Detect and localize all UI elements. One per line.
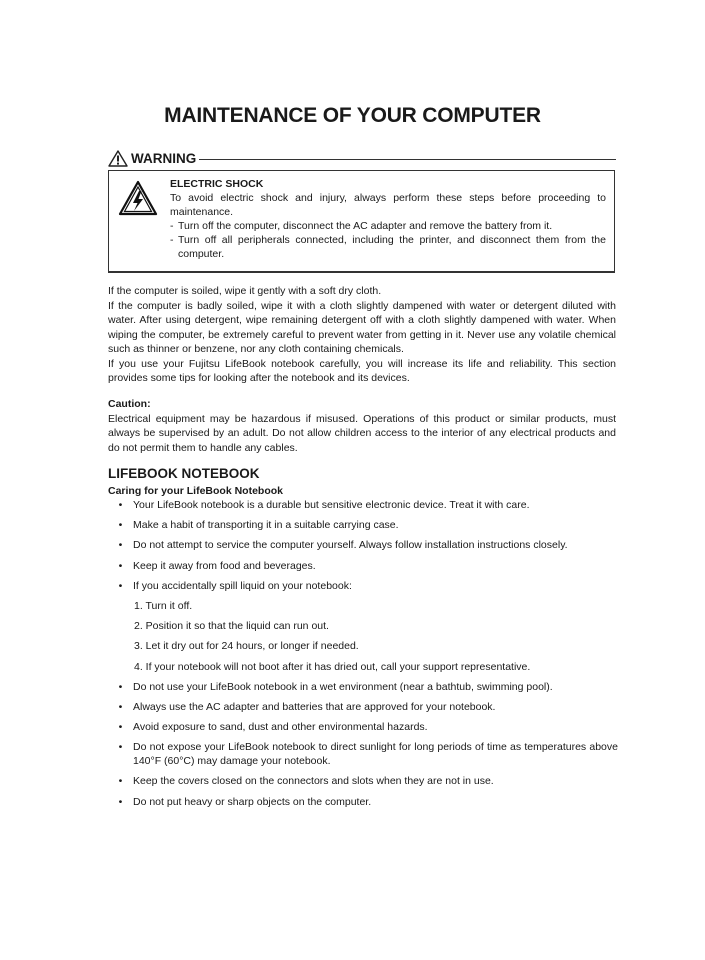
list-item-text: Do not put heavy or sharp objects on the computer. [133,795,372,808]
list-item: • Do not use your LifeBook notebook in a wet environment (near a bathtub, swimming pool). [108,680,618,694]
paragraph: If the computer is badly soiled, wipe it with a cloth slightly dampened with water or detergent diluted with water. After using detergent, wipe remaining detergent off with a cloth slightly dampened with water. When wiping the computer, be extremely careful to prevent water from getting in it. Never use any volatile chemical such as thinner or benzene, nor any cloth containing chemicals. [108,299,616,355]
warning-text [170,177,606,261]
list-item-text: Keep it away from food and beverages. [133,559,316,572]
care-list [108,498,618,815]
list-item: • Do not attempt to service the computer yourself. Always follow installation instructions closely. [108,538,618,552]
step-item: 4. If your notebook will not boot after it has dried out, call your support representative. [134,660,531,673]
warning-label: WARNING [131,151,197,166]
list-item: • Avoid exposure to sand, dust and other environmental hazards. [108,720,618,734]
warning-item-text: Turn off the computer, disconnect the AC adapter and remove the battery from it. [178,220,553,232]
intro-paragraphs [108,284,616,386]
electric-shock-icon [118,180,158,216]
step-item: 1. Turn it off. [134,599,193,612]
step-item: 3. Let it dry out for 24 hours, or longer if needed. [134,640,359,653]
caution-text: Electrical equipment may be hazardous if misused. Operations of this product or similar products, must always be supervised by an adult. Do not allow children access to the interior of any electrical products and do not permit them to handle any cables. [108,412,616,454]
list-item: • Do not put heavy or sharp objects on the computer. [108,795,618,809]
list-item: • Your LifeBook notebook is a durable but sensitive electronic device. Treat it with care. [108,498,618,512]
step-item: 2. Position it so that the liquid can run out. [134,620,329,633]
list-item-text: Keep the covers closed on the connectors and slots when they are not in use. [133,775,494,788]
section-title: LIFEBOOK NOTEBOOK [108,466,260,481]
list-item-text: Do not expose your LifeBook notebook to direct sunlight for long periods of time as temperatures above 140°F (60°C) may damage your notebook. [133,741,618,768]
warning-intro: To avoid electric shock and injury, always perform these steps before proceeding to maintenance. [170,192,606,218]
list-item-text: Do not use your LifeBook notebook in a wet environment (near a bathtub, swimming pool). [133,680,553,693]
section-subtitle: Caring for your LifeBook Notebook [108,485,284,497]
list-item-text: Make a habit of transporting it in a suitable carrying case. [133,519,399,532]
page-title: MAINTENANCE OF YOUR COMPUTER [164,104,541,127]
list-item-text: If you accidentally spill liquid on your notebook: [133,579,352,592]
caution-title: Caution: [108,398,151,410]
warning-header [108,150,199,167]
list-item: • If you accidentally spill liquid on your notebook: [108,579,618,593]
warning-item: - Turn off all peripherals connected, including the printer, and disconnect them from the computer. [170,234,606,260]
warning-triangle-icon [108,150,128,167]
warning-title: ELECTRIC SHOCK [170,178,264,190]
list-item: • Make a habit of transporting it in a suitable carrying case. [108,518,618,532]
warning-rule [198,159,616,160]
list-item: • Do not expose your LifeBook notebook to direct sunlight for long periods of time as temperatures above 140°F (60°C) may damage your notebook. [118,741,618,768]
list-item-text: Avoid exposure to sand, dust and other environmental hazards. [133,721,428,734]
list-item: • Keep it away from food and beverages. [108,559,618,573]
list-item-text: Your LifeBook notebook is a durable but sensitive electronic device. Treat it with care. [133,499,530,511]
warning-item-text: Turn off all peripherals connected, including the printer, and disconnect them from the computer. [178,234,606,260]
list-item-text: Always use the AC adapter and batteries that are approved for your notebook. [133,700,496,713]
paragraph: If the computer is soiled, wipe it gently with a soft dry cloth. [108,285,382,297]
list-item: • Always use the AC adapter and batteries that are approved for your notebook. [108,700,618,714]
paragraph: If you use your Fujitsu LifeBook notebook carefully, you will increase its life and reliability. This section provides some tips for looking after the notebook and its devices. [108,357,616,384]
caution-block [108,397,616,455]
warning-item: - Turn off the computer, disconnect the AC adapter and remove the battery from it. [170,219,606,233]
list-item-text: Do not attempt to service the computer yourself. Always follow installation instructions closely. [133,539,568,552]
list-item: • Keep the covers closed on the connectors and slots when they are not in use. [108,774,618,788]
